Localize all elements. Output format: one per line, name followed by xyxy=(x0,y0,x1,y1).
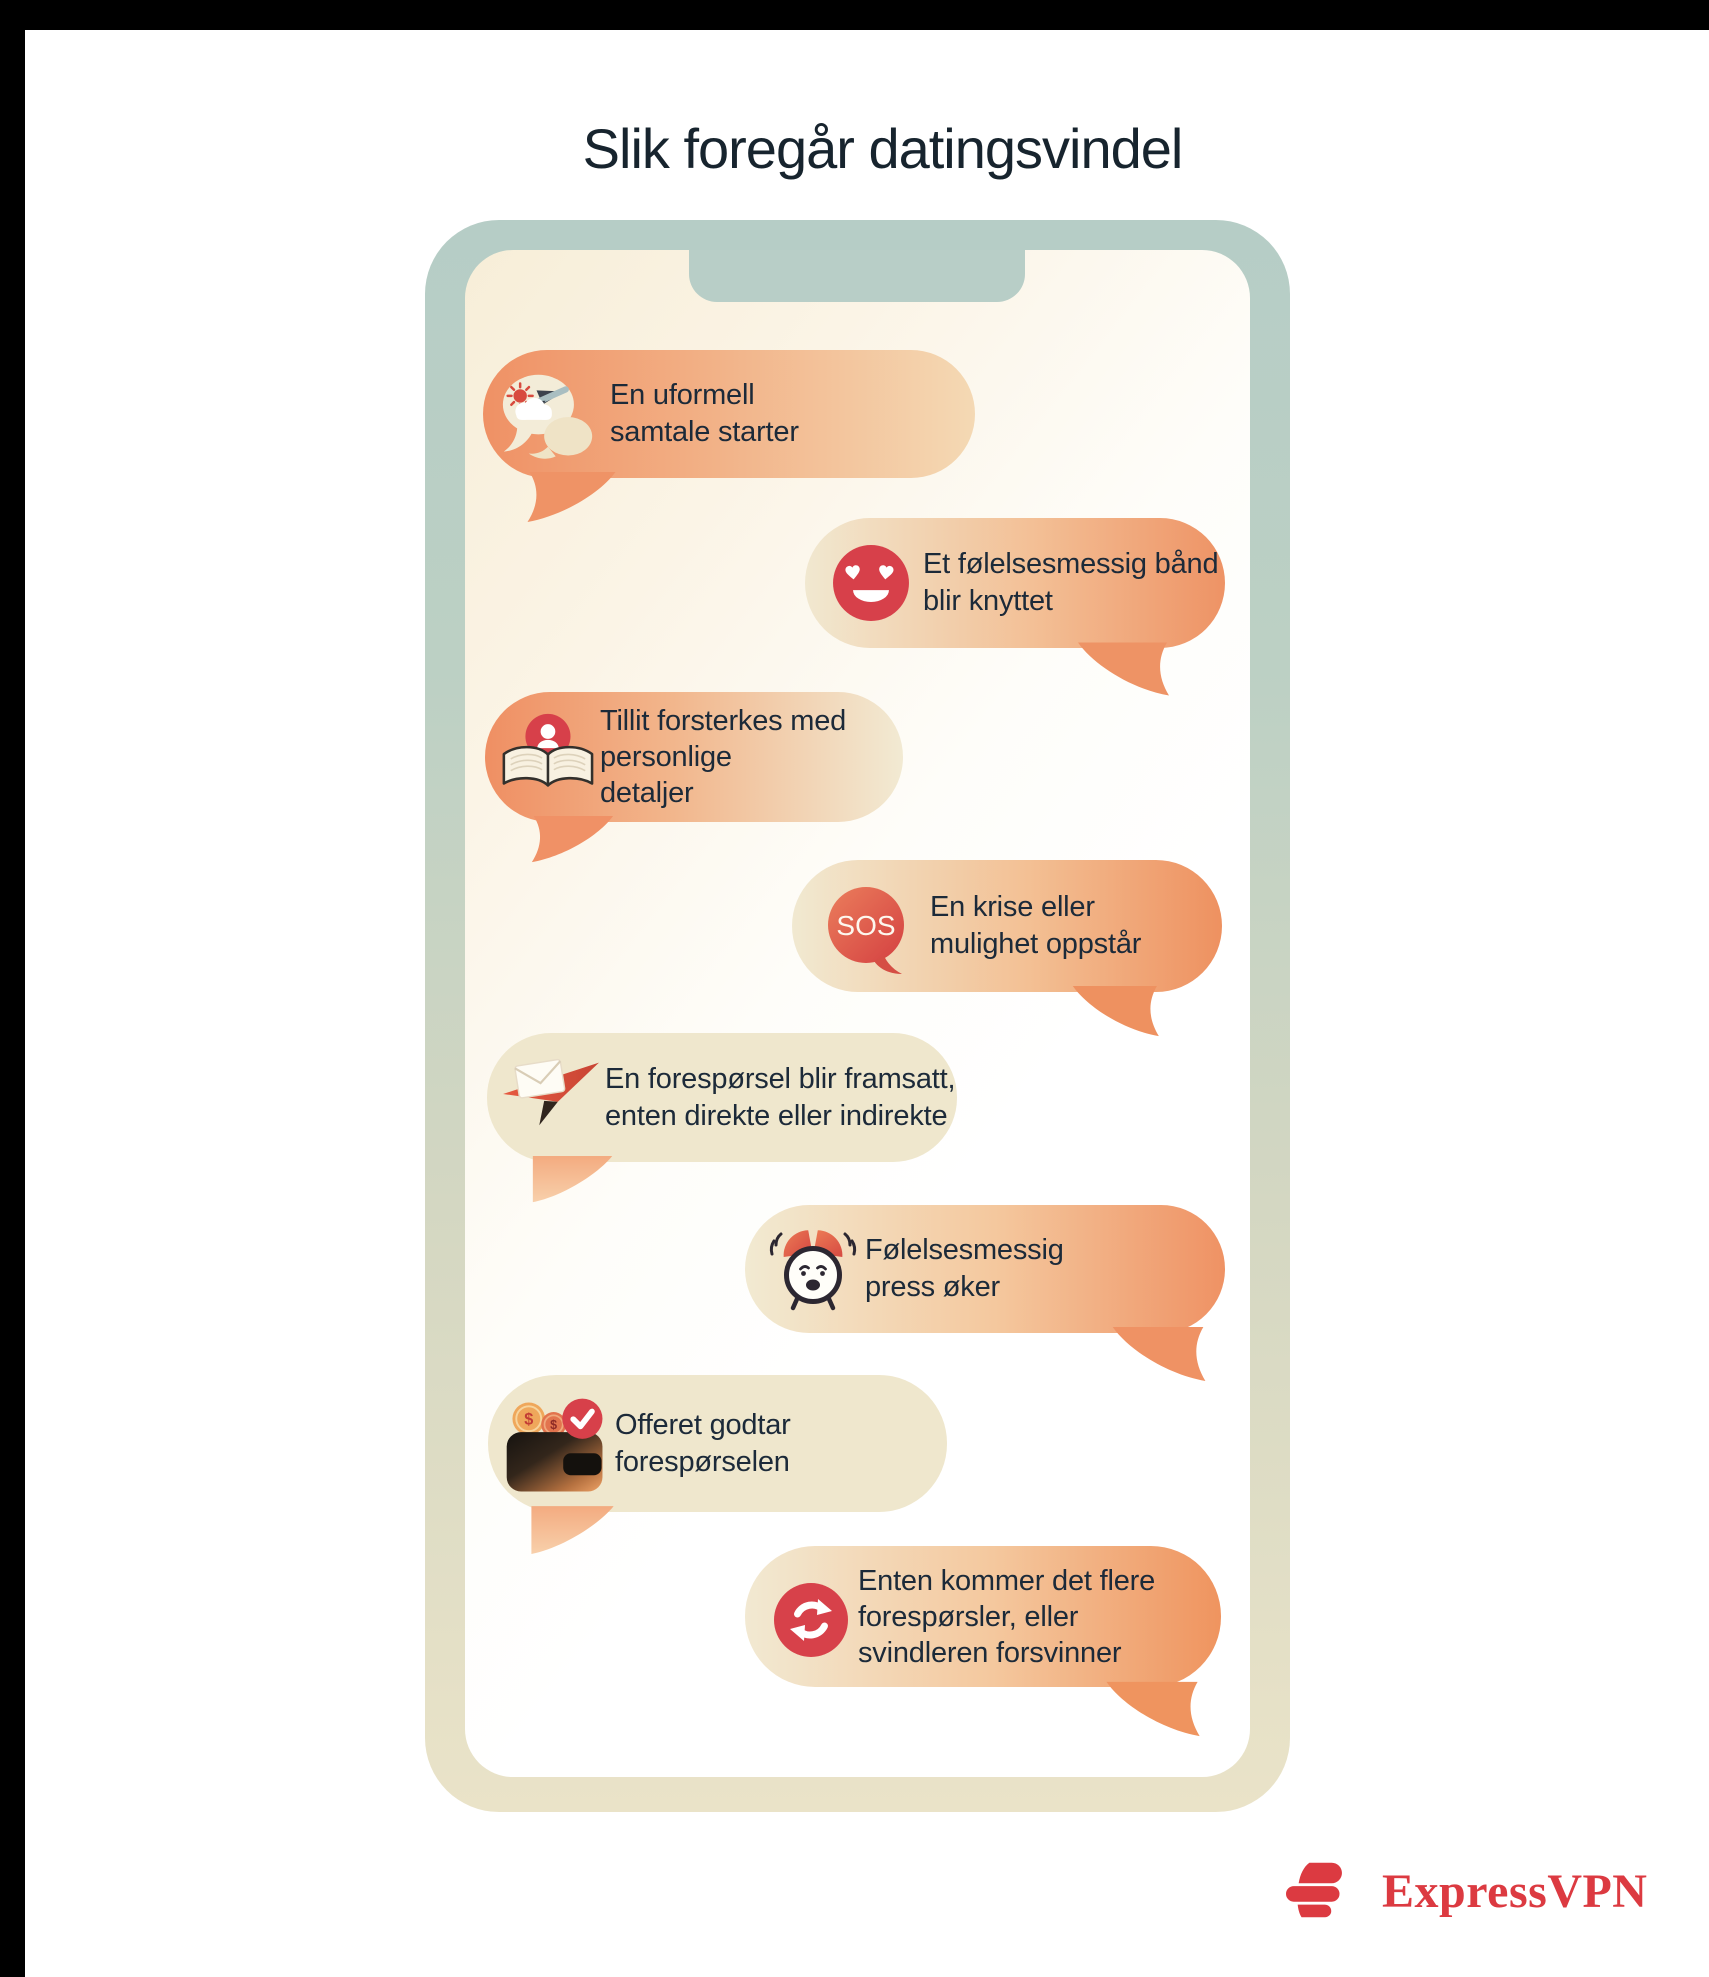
bubble-tail-left xyxy=(512,472,630,524)
chat-bubble-5 xyxy=(487,1033,957,1162)
phone-notch xyxy=(689,250,1025,302)
bubble-text-line: Et følelsesmessig bånd xyxy=(923,548,1219,580)
bubble-text-line: En krise eller xyxy=(930,891,1095,923)
chat-bubble-8 xyxy=(745,1546,1221,1687)
svg-text:$: $ xyxy=(524,1410,534,1429)
bubble-text-line: Enten kommer det flere xyxy=(858,1564,1156,1597)
coin-icon xyxy=(512,1402,545,1435)
wallet-accepted-icon xyxy=(500,1390,613,1503)
alarm-clock-icon xyxy=(767,1218,859,1316)
bubble-text-line: Offeret godtar xyxy=(615,1408,791,1441)
bubble-tail-left xyxy=(518,1506,628,1556)
bubble-text-line: Følelsesmessig xyxy=(865,1234,1064,1266)
sos-speech-icon xyxy=(820,882,912,978)
svg-text:$: $ xyxy=(550,1418,558,1433)
bubble-text-line: mulighet oppstår xyxy=(930,928,1142,960)
expressvpn-icon xyxy=(1286,1862,1358,1920)
brand-logo xyxy=(1286,1862,1647,1920)
bubble-tail-right xyxy=(1052,986,1174,1038)
envelope-icon xyxy=(515,1059,565,1098)
bubble-text-line: detaljer xyxy=(600,777,694,809)
repeat-cycle-icon xyxy=(773,1582,849,1658)
letterbox-left-bar xyxy=(0,0,25,1977)
bubble-text-line: press øker xyxy=(865,1271,1000,1303)
conversation-icon xyxy=(500,370,596,466)
bubble-tail-right xyxy=(1086,1681,1214,1739)
bubble-text-line: En uformell xyxy=(610,379,755,411)
bubble-tail-left xyxy=(516,816,628,864)
bubble-text-line: forespørselen xyxy=(615,1445,790,1478)
bubble-text-line: enten direkte eller indirekte xyxy=(605,1099,948,1132)
bubble-tail-right xyxy=(1092,1327,1220,1383)
chat-bubble-3 xyxy=(485,692,903,822)
paper-plane-envelope-icon xyxy=(500,1048,603,1138)
bubble-tail-right xyxy=(1058,642,1183,698)
chat-bubble-2 xyxy=(805,518,1225,648)
bubble-text-line: blir knyttet xyxy=(923,585,1053,617)
brand-name: ExpressVPN xyxy=(1382,1864,1648,1918)
bubble-text-line: personlige xyxy=(600,741,732,773)
letterbox-top-bar xyxy=(0,0,1709,30)
sos-label: SOS xyxy=(836,910,896,941)
bubble-text-line: samtale starter xyxy=(610,416,799,448)
chat-bubble-1 xyxy=(483,350,975,478)
bubble-text-line: forespørsler, eller xyxy=(858,1600,1079,1633)
chat-bubble-6 xyxy=(745,1205,1225,1333)
heart-eyes-emoji-icon xyxy=(832,544,910,622)
chat-bubble-4 xyxy=(792,860,1222,992)
chat-bubble-7 xyxy=(488,1375,947,1512)
bubble-text-line: En forespørsel blir framsatt, xyxy=(605,1062,956,1095)
bubble-text-line: svindleren forsvinner xyxy=(858,1636,1122,1669)
check-badge-icon xyxy=(562,1399,602,1439)
page-title: Slik foregår datingsvindel xyxy=(582,117,1183,180)
personal-details-book-icon xyxy=(497,708,595,806)
bubble-tail-left xyxy=(518,1156,628,1204)
bubble-text-line: Tillit forsterkes med xyxy=(600,705,847,737)
